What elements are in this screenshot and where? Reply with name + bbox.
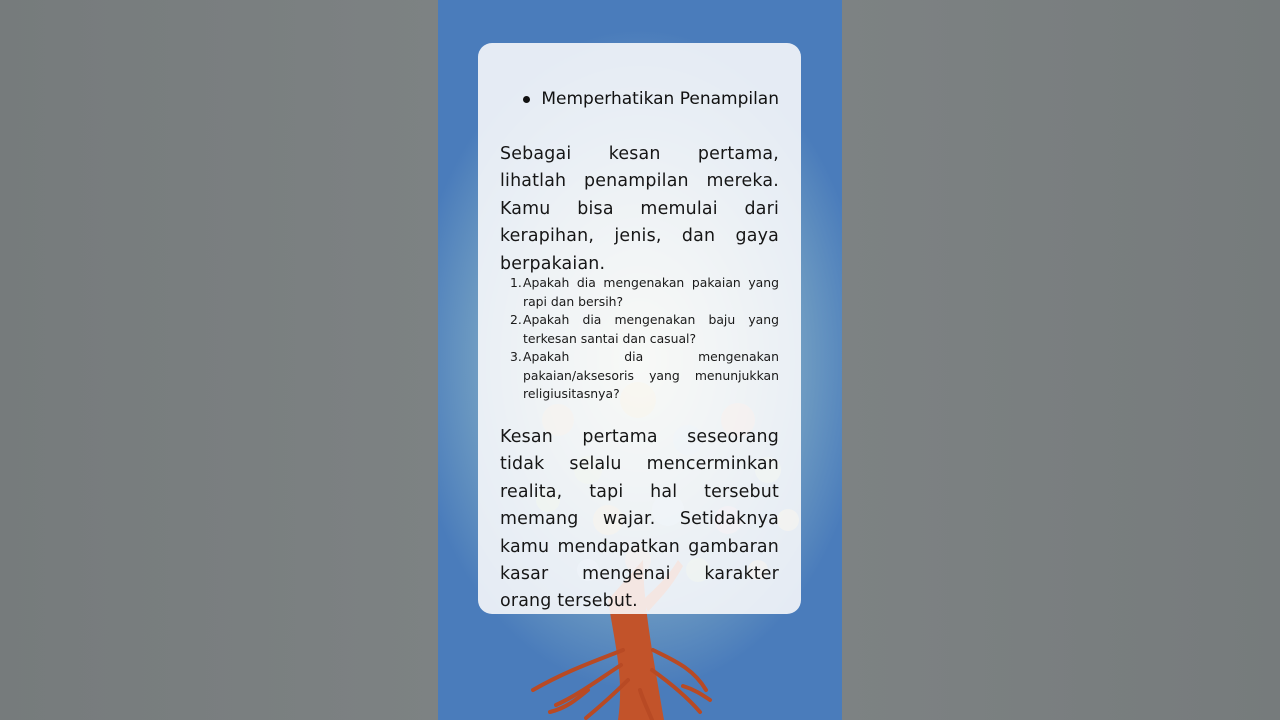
bullet-icon: [523, 96, 530, 103]
list-number: 1.: [510, 275, 522, 290]
list-item: [510, 348, 779, 404]
list-number: 2.: [510, 312, 522, 327]
list-number: 3.: [510, 349, 522, 364]
section-heading: [514, 89, 779, 109]
closing-paragraph: Kesan pertama seseorang tidak selalu mencerminkan realita, tapi hal tersebut memang wajar. Setidaknya kamu mendapatkan gambaran kasar mengenai karakter orang tersebut.: [500, 427, 779, 612]
question-list: [510, 274, 779, 404]
list-text: Apakah dia mengenakan pakaian/aksesoris yang menunjukkan religiusitasnya?: [523, 349, 779, 401]
list-text: Apakah dia mengenakan pakaian yang rapi dan bersih?: [523, 275, 779, 309]
heading-text: Memperhatikan Penampilan: [541, 89, 779, 109]
list-item: [510, 274, 779, 311]
letterbox-right: [842, 0, 1280, 720]
list-text: Apakah dia mengenakan baju yang terkesan santai dan casual?: [523, 312, 779, 346]
content-card: [478, 43, 801, 614]
video-frame[interactable]: [438, 0, 842, 720]
intro-paragraph: Sebagai kesan pertama, lihatlah penampilan mereka. Kamu bisa memulai dari kerapihan, jenis, dan gaya berpakaian.: [500, 144, 779, 274]
list-item: [510, 311, 779, 348]
letterbox-left: [0, 0, 438, 720]
